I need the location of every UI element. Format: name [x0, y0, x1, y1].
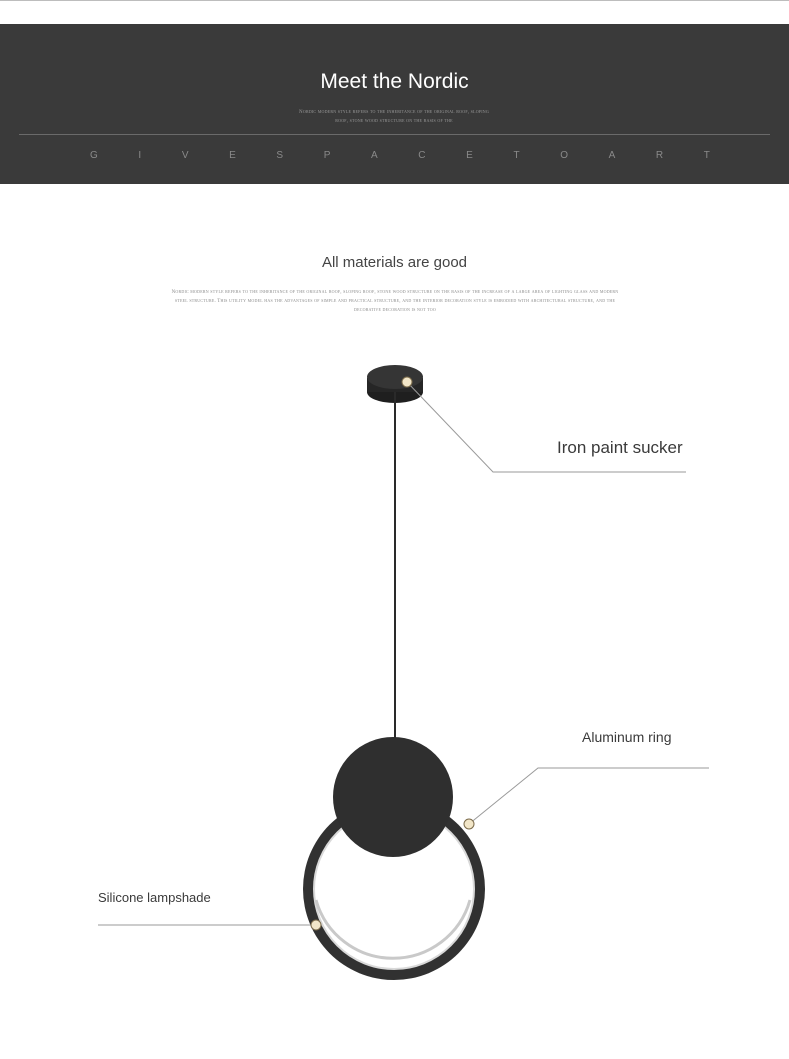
tagline-letter: E [466, 150, 473, 161]
tagline-letter: V [181, 150, 189, 161]
tagline-letter: T [703, 150, 710, 161]
tagline-letter: S [276, 150, 284, 161]
banner-title: Meet the Nordic [320, 70, 469, 93]
tagline-letter: R [655, 150, 664, 161]
tagline-letter: T [513, 150, 520, 161]
materials-title: All materials are good [321, 254, 468, 271]
ring-leader-line [469, 768, 709, 824]
tagline-letter: C [418, 150, 426, 161]
callout-iron-paint-sucker: Iron paint sucker [557, 438, 683, 457]
ring-marker-dot [464, 819, 474, 829]
tagline-letter: A [608, 150, 616, 161]
callout-aluminum-ring: Aluminum ring [582, 729, 672, 745]
lamp-disc [333, 737, 453, 857]
tagline-letter: I [138, 150, 142, 161]
callout-silicone-lampshade: Silicone lampshade [98, 890, 211, 905]
tagline-letter: A [371, 150, 378, 161]
materials-subtitle: Nordic modern style refers to the inheritance of the original roof, sloping roof, stone wood structure on the basis of the increase of a large area of lighting glass and modern steel structure. This utility model has the advantages of simple and practical structure, and the interior decoration style is embodied with architectural structure, and the decorative decoration is not too [171, 290, 619, 313]
banner-subtitle: Nordic modern style refers to the inheritance of the original roof, sloping roof, stone wood structure on the basis of the [299, 110, 489, 124]
shade-marker-dot [311, 920, 321, 930]
tagline-letter: G [90, 150, 98, 161]
tagline-letter: P [323, 150, 331, 161]
tagline-letter: E [229, 150, 236, 161]
sucker-marker-dot [402, 377, 412, 387]
tagline-letter: O [560, 150, 568, 161]
sucker-leader-line [407, 382, 686, 472]
